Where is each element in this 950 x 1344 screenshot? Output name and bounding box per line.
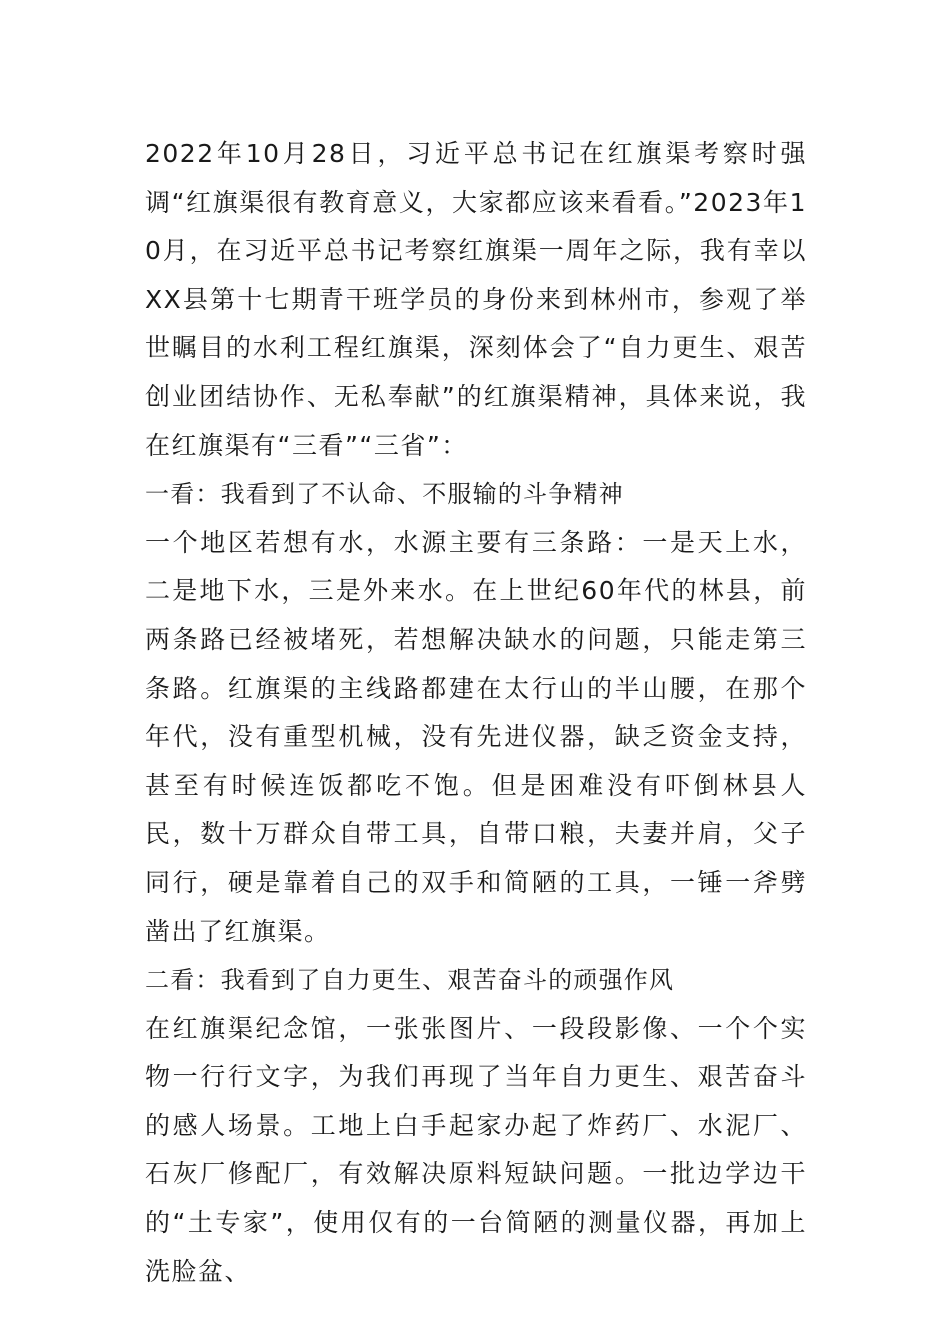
section-1-paragraph: 一个地区若想有水，水源主要有三条路：一是天上水，二是地下水，三是外来水。在上世纪60年代的林县，前两条路已经被堵死，若想解决缺水的问题，只能走第三条路。红旗渠的主线路都建在太行山的半山腰，在那个年代，没有重型机械，没有先进仪器，缺乏资金支持，甚至有时候连饭都吃不饱。但是困难没有吓倒林县人民，数十万群众自带工具，自带口粮，夫妻并肩，父子同行，硬是靠着自己的双手和简陋的工具，一锤一斧劈凿出了红旗渠。 [145, 527, 807, 946]
intro-paragraph: 2022年10月28日，习近平总书记在红旗渠考察时强调“红旗渠很有教育意义，大家都应该来看看。”2023年10月，在习近平总书记考察红旗渠一周年之际，我有幸以XX县第十七期青干班学员的身份来到林州市，参观了举世瞩目的水利工程红旗渠，深刻体会了“自力更生、艰苦创业团结协作、无私奉献”的红旗渠精神，具体来说，我在红旗渠有“三看”“三省”： [145, 139, 807, 460]
document-body [145, 130, 807, 1296]
section-2-heading: 二看：我看到了自力更生、艰苦奋斗的顽强作风 [145, 966, 675, 995]
section-1-heading: 一看：我看到了不认命、不服输的斗争精神 [145, 480, 624, 509]
section-2-paragraph: 在红旗渠纪念馆，一张张图片、一段段影像、一个个实物一行行文字，为我们再现了当年自力更生、艰苦奋斗的感人场景。工地上白手起家办起了炸药厂、水泥厂、石灰厂修配厂，有效解决原料短缺问题。一批边学边干的“土专家”，使用仅有的一台简陋的测量仪器，再加上洗脸盆、 [145, 1013, 807, 1286]
